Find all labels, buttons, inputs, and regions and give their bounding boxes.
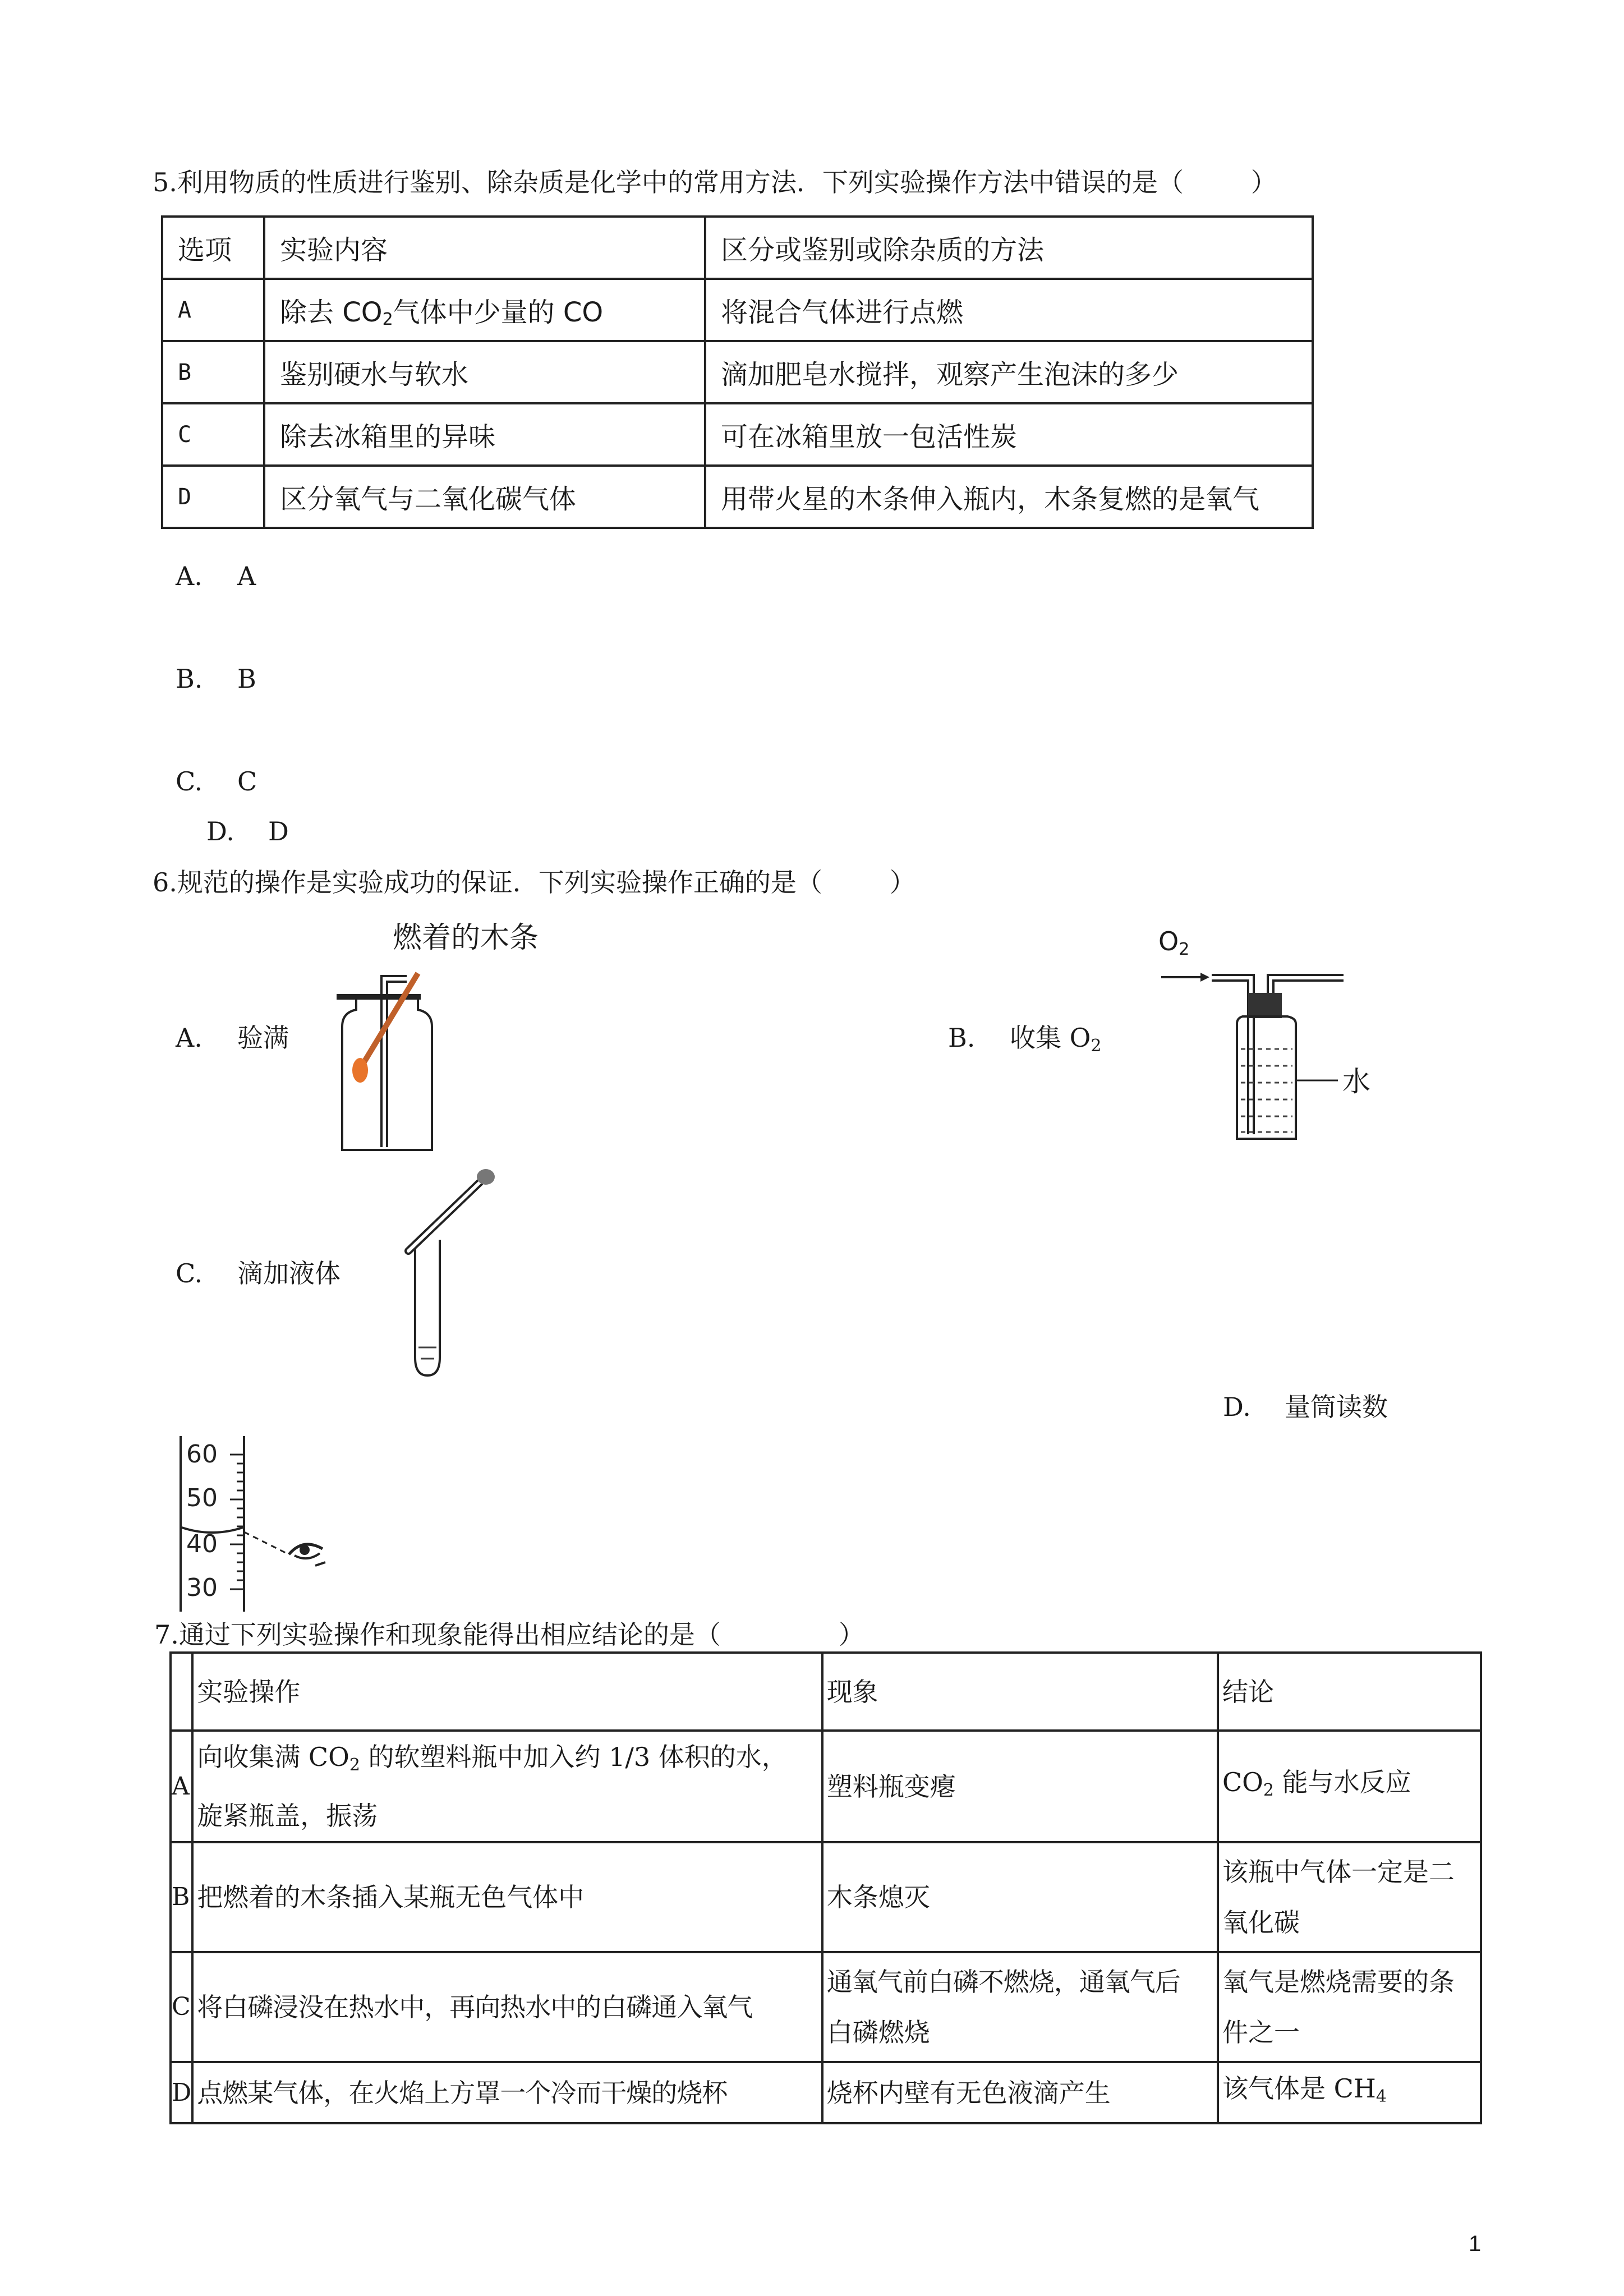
- row-key: B: [162, 341, 264, 403]
- option-text: [1010, 1021, 1101, 1063]
- row-phenomenon: 塑料瓶变瘪: [822, 1731, 1218, 1842]
- option-text: 验满: [237, 1023, 289, 1053]
- option-letter: D.: [1223, 1392, 1251, 1422]
- option-letter: B.: [176, 664, 203, 694]
- eye-icon: [289, 1544, 325, 1566]
- q5-stem-close: ）: [1250, 167, 1277, 197]
- q7-stem-close: ）: [838, 1619, 864, 1650]
- row-phenomenon: [822, 1952, 1218, 2062]
- table-row: [171, 1842, 1481, 1952]
- op-pre: 向收集满 CO: [197, 1742, 349, 1772]
- row-method: 滴加肥皂水搅拌，观察产生泡沫的多少: [705, 341, 1313, 403]
- table-row: [171, 1952, 1481, 2062]
- q6-option-a[interactable]: [176, 1021, 289, 1055]
- option-letter: C.: [176, 766, 203, 797]
- content-post: 气体中少量的 CO: [393, 297, 604, 328]
- conc-pre: CO: [1222, 1767, 1263, 1797]
- row-content: 区分氧气与二氧化碳气体: [264, 466, 705, 528]
- rubber-bulb: [477, 1169, 495, 1185]
- row-phenomenon: 烧杯内壁有无色液滴产生: [822, 2062, 1218, 2123]
- option-letter: A.: [176, 561, 203, 591]
- fig-b-water-label: 水: [1342, 1065, 1370, 1098]
- op-line2: 旋紧瓶盖，振荡: [197, 1801, 378, 1831]
- q5-table-header: [162, 217, 1313, 279]
- table-row: [162, 466, 1313, 528]
- q5-option-b[interactable]: [176, 662, 256, 696]
- q6-option-c[interactable]: [176, 1257, 341, 1290]
- tick-label: 30: [186, 1573, 218, 1602]
- table-row: [171, 2062, 1481, 2123]
- option-text-main: 收集 O: [1010, 1023, 1091, 1053]
- row-content: [264, 279, 705, 341]
- q6-option-b[interactable]: [948, 1021, 1101, 1063]
- option-letter: C.: [176, 1258, 203, 1289]
- phen-line2: 白磷燃烧: [826, 2017, 930, 2047]
- wood-stick: [364, 973, 418, 1063]
- option-letter: B.: [948, 1023, 976, 1053]
- content-sub: 2: [382, 310, 393, 329]
- q7-table: [169, 1651, 1482, 2124]
- row-content: 除去冰箱里的异味: [264, 403, 705, 466]
- stopper: [1248, 993, 1282, 1018]
- table-row: [162, 279, 1313, 341]
- header-phenomenon: 现象: [822, 1653, 1218, 1731]
- q6-stem-text: 6.规范的操作是实验成功的保证．下列实验操作正确的是（: [153, 867, 822, 898]
- conc-sub: 2: [1263, 1780, 1274, 1800]
- row-conclusion: [1218, 1731, 1481, 1842]
- tick-label: 50: [186, 1484, 218, 1512]
- fig-a-gas-bottle: [320, 965, 443, 1156]
- option-letter: A.: [176, 1023, 203, 1053]
- row-method: 可在冰箱里放一包活性炭: [705, 403, 1313, 466]
- row-conclusion: [1218, 1842, 1481, 1952]
- table-row: [162, 403, 1313, 466]
- fig-d-graduated-cylinder: [168, 1433, 337, 1613]
- q6-stem-close: ）: [889, 867, 915, 898]
- conc-pre: 该气体是 CH: [1222, 2073, 1376, 2104]
- gas-label-main: O: [1158, 926, 1179, 956]
- header-operation: 实验操作: [192, 1653, 822, 1731]
- option-text: D: [268, 816, 289, 846]
- row-key: D: [162, 466, 264, 528]
- header-method: 区分或鉴别或除杂质的方法: [705, 217, 1313, 279]
- header-conclusion: 结论: [1218, 1653, 1481, 1731]
- row-key: D: [171, 2062, 192, 2123]
- row-content: 鉴别硬水与软水: [264, 341, 705, 403]
- row-operation: 把燃着的木条插入某瓶无色气体中: [192, 1842, 822, 1952]
- fig-a-caption: 燃着的木条: [393, 921, 539, 955]
- q7-stem-text: 7.通过下列实验操作和现象能得出相应结论的是（: [154, 1619, 721, 1650]
- q6-stem: [153, 866, 915, 899]
- test-tube: [415, 1240, 440, 1375]
- row-key: A: [171, 1731, 192, 1842]
- flame-icon: [352, 1058, 368, 1083]
- conc-post: 能与水反应: [1273, 1767, 1411, 1797]
- option-text: 滴加液体: [237, 1258, 341, 1289]
- tick-label: 40: [186, 1530, 218, 1558]
- phen-line1: 通氧气前白磷不燃烧，通氧气后: [826, 1967, 1180, 1997]
- tick-label: 60: [186, 1440, 218, 1469]
- conc-line1: 该瓶中气体一定是二: [1222, 1857, 1455, 1887]
- row-conclusion: [1218, 2062, 1481, 2123]
- row-method: 将混合气体进行点燃: [705, 279, 1313, 341]
- row-operation: [192, 1731, 822, 1842]
- row-operation: 将白磷浸没在热水中，再向热水中的白磷通入氧气: [192, 1952, 822, 2062]
- q5-option-d[interactable]: [206, 815, 289, 848]
- row-phenomenon: 木条熄灭: [822, 1842, 1218, 1952]
- row-key: C: [162, 403, 264, 466]
- option-text: 量筒读数: [1285, 1392, 1388, 1422]
- option-text: C: [237, 766, 257, 797]
- conc-line2: 件之一: [1222, 2017, 1300, 2047]
- q5-stem: [153, 165, 1277, 199]
- op-post: 的软塑料瓶中加入约 1/3 体积的水，: [360, 1742, 788, 1772]
- q7-table-header: [171, 1653, 1481, 1731]
- header-content: 实验内容: [264, 217, 705, 279]
- table-row: [171, 1731, 1481, 1842]
- row-key: A: [162, 279, 264, 341]
- fig-c-dropper-test-tube: [393, 1167, 505, 1380]
- table-row: [162, 341, 1313, 403]
- page-number: 1: [1469, 2231, 1482, 2256]
- q5-option-c[interactable]: [176, 765, 257, 798]
- q5-stem-text: 5.利用物质的性质进行鉴别、除杂质是化学中的常用方法．下列实验操作方法中错误的是（: [153, 167, 1184, 197]
- header-option: 选项: [162, 217, 264, 279]
- q6-option-d[interactable]: [1223, 1390, 1388, 1424]
- content-pre: 除去 CO: [280, 297, 383, 328]
- q5-table: [161, 215, 1314, 529]
- row-key: C: [171, 1952, 192, 2062]
- row-key: B: [171, 1842, 192, 1952]
- q5-option-a[interactable]: [176, 559, 256, 593]
- option-letter: D.: [206, 816, 234, 846]
- option-text: B: [237, 664, 256, 694]
- option-text-sub: 2: [1091, 1036, 1102, 1056]
- conc-line1: 氧气是燃烧需要的条: [1222, 1967, 1455, 1997]
- sight-line: [244, 1532, 289, 1554]
- option-text: A: [237, 561, 256, 591]
- conc-sub: 4: [1375, 2087, 1387, 2106]
- row-method: 用带火星的木条伸入瓶内，木条复燃的是氧气: [705, 466, 1313, 528]
- row-conclusion: [1218, 1952, 1481, 2062]
- gas-label-sub: 2: [1179, 940, 1190, 959]
- q7-stem: [154, 1618, 864, 1651]
- op-sub: 2: [349, 1755, 360, 1775]
- conc-line2: 氧化碳: [1222, 1907, 1300, 1938]
- fig-b-collection-bottle: [1156, 954, 1346, 1150]
- row-operation: 点燃某气体，在火焰上方罩一个冷而干燥的烧杯: [192, 2062, 822, 2123]
